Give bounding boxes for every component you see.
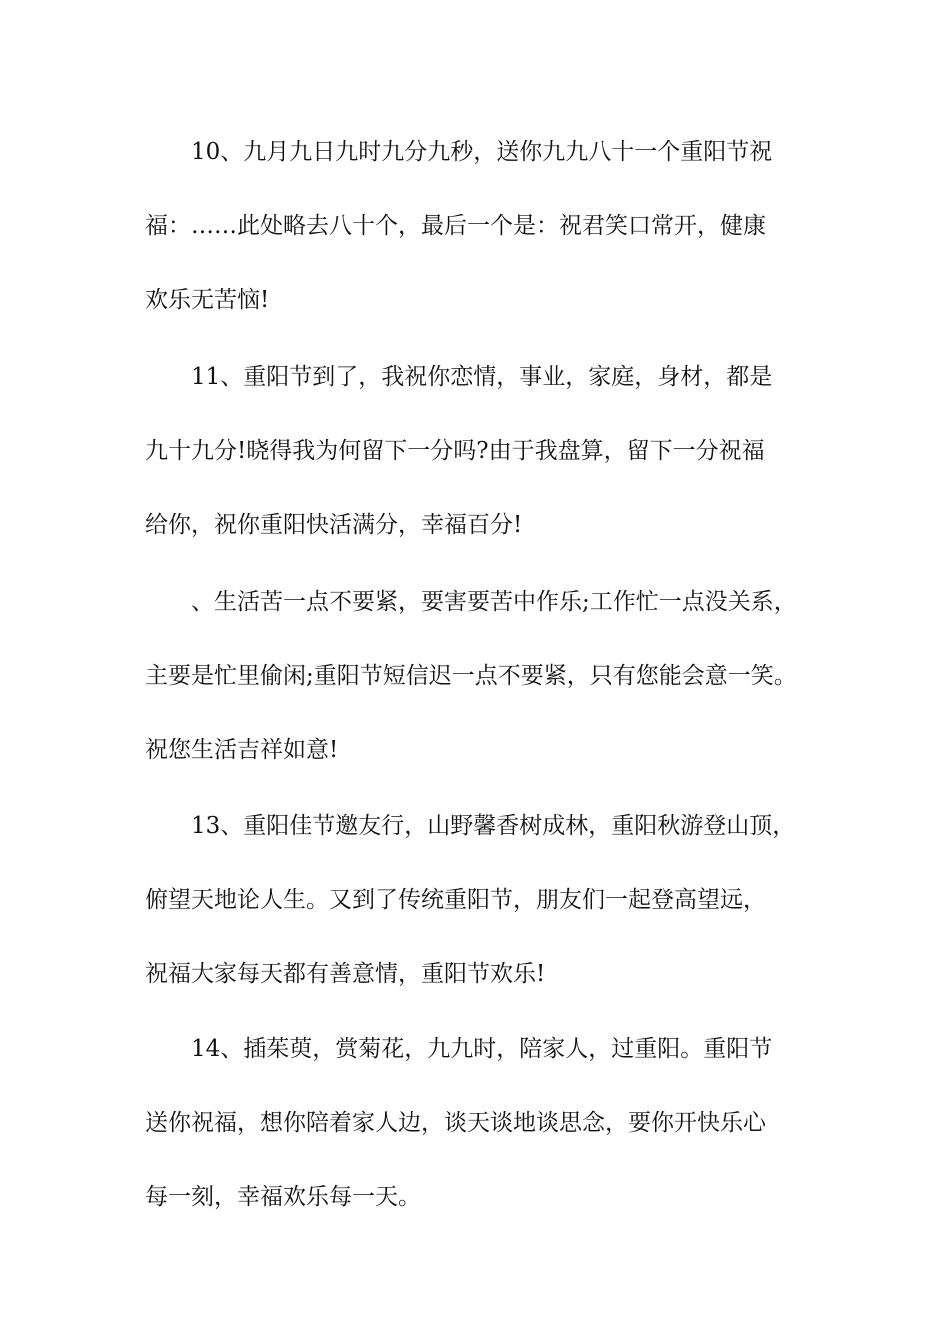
text-line: 欢乐无苦恼! bbox=[145, 287, 270, 313]
text-line: 给你，祝你重阳快活满分，幸福百分! bbox=[145, 512, 523, 538]
text-line: 祝福大家每天都有善意情，重阳节欢乐! bbox=[145, 961, 546, 987]
text-line: 11、重阳节到了，我祝你恋情，事业，家庭，身材，都是 bbox=[191, 364, 773, 390]
text-line: 13、重阳佳节邀友行，山野馨香树成林，重阳秋游登山顶， bbox=[191, 813, 796, 839]
paragraph-14 bbox=[145, 1034, 815, 1256]
paragraph-13 bbox=[145, 811, 815, 1033]
paragraph-11 bbox=[145, 362, 815, 584]
text-line: 祝您生活吉祥如意! bbox=[145, 737, 339, 763]
text-line: 送你祝福，想你陪着家人边，谈天谈地谈思念，要你开快乐心 bbox=[145, 1110, 766, 1136]
paragraph-12 bbox=[145, 587, 815, 809]
paragraph-10 bbox=[145, 137, 815, 359]
text-line: 每一刻，幸福欢乐每一天。 bbox=[145, 1184, 421, 1210]
text-line: 、生活苦一点不要紧，要害要苦中作乐;工作忙一点没关系， bbox=[191, 589, 797, 615]
text-line: 主要是忙里偷闲;重阳节短信迟一点不要紧，只有您能会意一笑。 bbox=[145, 663, 797, 689]
text-line: 14、插茱萸，赏菊花，九九时，陪家人，过重阳。重阳节 bbox=[191, 1036, 773, 1062]
text-line: 九十九分!晓得我为何留下一分吗?由于我盘算，留下一分祝福 bbox=[145, 438, 765, 464]
text-line: 10、九月九日九时九分九秒，送你九九八十一个重阳节祝 bbox=[191, 139, 773, 165]
text-line: 福：……此处略去八十个，最后一个是：祝君笑口常开，健康 bbox=[145, 213, 766, 239]
text-line: 俯望天地论人生。又到了传统重阳节，朋友们一起登高望远， bbox=[145, 887, 766, 913]
